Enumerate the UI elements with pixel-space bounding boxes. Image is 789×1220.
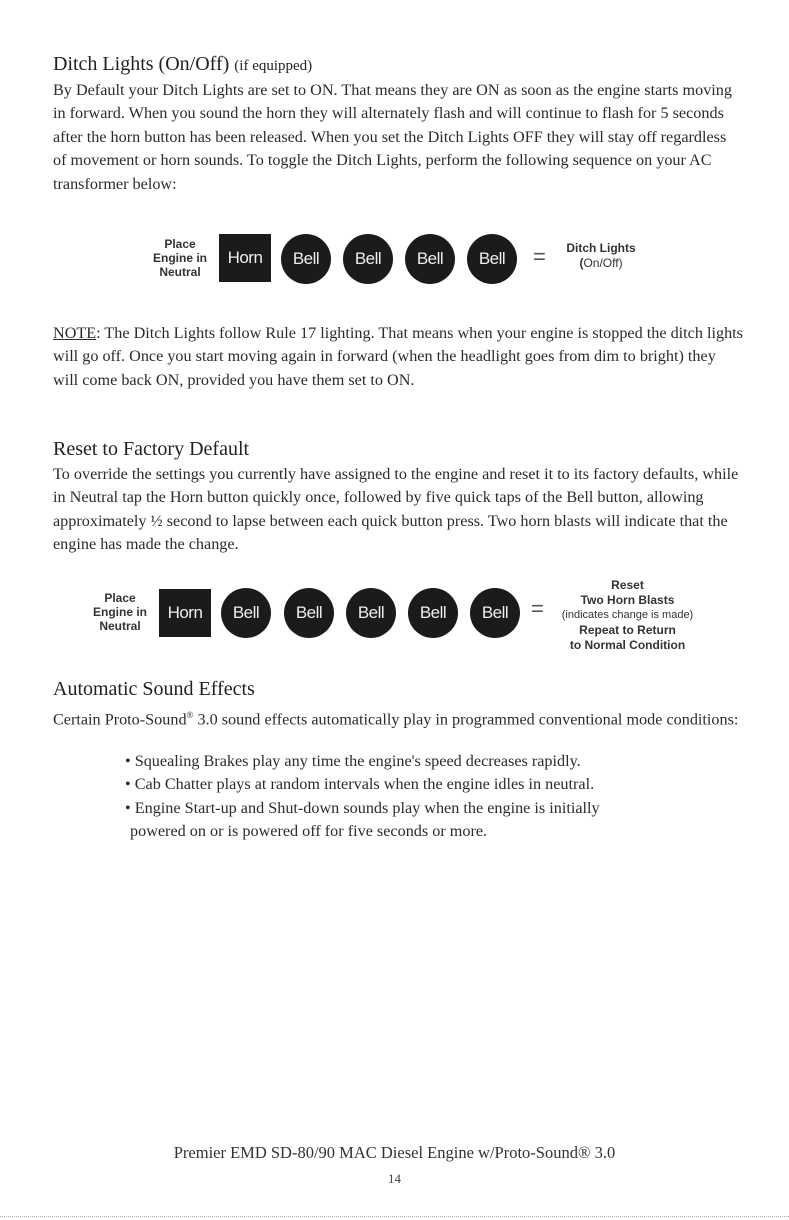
place-line: Neutral — [159, 265, 201, 279]
registered-mark: ® — [186, 710, 194, 720]
section-title-auto-sound: Automatic Sound Effects — [53, 678, 255, 700]
place-line: Engine in — [93, 605, 147, 619]
ditch-lights-sequence-diagram — [0, 230, 789, 290]
bell-button-icon: Bell — [408, 588, 458, 638]
bell-button-icon: Bell — [343, 234, 393, 284]
page-number: 14 — [388, 1171, 401, 1186]
auto-para-pre: Certain Proto-Sound — [53, 710, 187, 729]
result-line: Reset — [611, 578, 644, 592]
bell-button-icon: Bell — [405, 234, 455, 284]
result-onoff: On/Off) — [583, 256, 623, 270]
bell-button-icon: Bell — [221, 588, 271, 638]
result-line: Two Horn Blasts — [580, 593, 675, 607]
place-line: Neutral — [99, 619, 141, 633]
ditch-result-label — [556, 241, 646, 271]
list-item: • Cab Chatter plays at random intervals when the engine idles in neutral. — [125, 775, 595, 794]
auto-para-post: 3.0 sound effects automatically play in programmed conventional mode conditions: — [193, 710, 739, 729]
note-label: NOTE — [53, 324, 97, 342]
place-engine-label — [80, 591, 160, 633]
note-text: : The Ditch Lights follow Rule 17 lighting. That means when your engine is stopped the ditch lights will go off. Once you start moving again in forward (when the headlight goes from dim to bright) they will come back ON, provided you have them set to ON. — [53, 324, 743, 389]
result-line: (indicates change is made) — [561, 609, 694, 621]
equals-sign: = — [531, 596, 544, 621]
ditch-paragraph: By Default your Ditch Lights are set to ON. That means they are ON as soon as the engine starts moving in forward. When you sound the horn they will alternately flash and will continue to flash for 5 seconds after the horn button has been released. When you set the Ditch Lights OFF they will stay off regardless of movement or horn sounds. To toggle the Ditch Lights, perform the following sequence on your AC transformer below: — [53, 81, 732, 193]
note-paragraph — [53, 322, 743, 392]
footer-title: Premier EMD SD-80/90 MAC Diesel Engine w/Proto-Sound® 3.0 — [173, 1143, 616, 1162]
result-line: to Normal Condition — [569, 638, 686, 652]
result-title: Ditch Lights — [566, 241, 636, 255]
page-edge-divider — [0, 1216, 789, 1218]
list-item: • Squealing Brakes play any time the engine's speed decreases rapidly. — [125, 752, 581, 770]
reset-paragraph: To override the settings you currently have assigned to the engine and reset it to its factory defaults, while in Neutral tap the Horn button quickly once, followed by five quick taps of the Bell button, allowing approximately ½ second to lapse between each quick button press. Two horn blasts will indicate that the engine has made the change. — [53, 465, 739, 554]
auto-bullet-list — [125, 750, 745, 844]
result-subtitle — [556, 256, 646, 271]
reset-sequence-diagram — [0, 578, 789, 656]
place-engine-label — [140, 237, 220, 279]
reset-result-label — [550, 578, 705, 653]
result-line: Repeat to Return — [579, 623, 676, 637]
bell-button-icon: Bell — [281, 234, 331, 284]
bell-button-icon: Bell — [284, 588, 334, 638]
place-line: Place — [104, 591, 136, 605]
equals-sign: = — [533, 244, 546, 269]
ditch-title-suffix: (if equipped) — [234, 58, 313, 74]
place-line: Place — [164, 237, 196, 251]
list-item: • Engine Start-up and Shut-down sounds play when the engine is initially — [125, 798, 600, 817]
section-title-reset: Reset to Factory Default — [53, 438, 250, 460]
result-paren: ( — [579, 256, 584, 270]
horn-button-icon: Horn — [159, 589, 211, 637]
horn-button-icon: Horn — [219, 234, 271, 282]
section-title-ditch-lights — [53, 53, 312, 76]
list-item: powered on or is powered off for five seconds or more. — [130, 822, 488, 841]
ditch-title-text: Ditch Lights (On/Off) — [53, 53, 230, 75]
bell-button-icon: Bell — [346, 588, 396, 638]
place-line: Engine in — [153, 251, 207, 265]
bell-button-icon: Bell — [467, 234, 517, 284]
auto-paragraph — [53, 704, 753, 732]
bell-button-icon: Bell — [470, 588, 520, 638]
